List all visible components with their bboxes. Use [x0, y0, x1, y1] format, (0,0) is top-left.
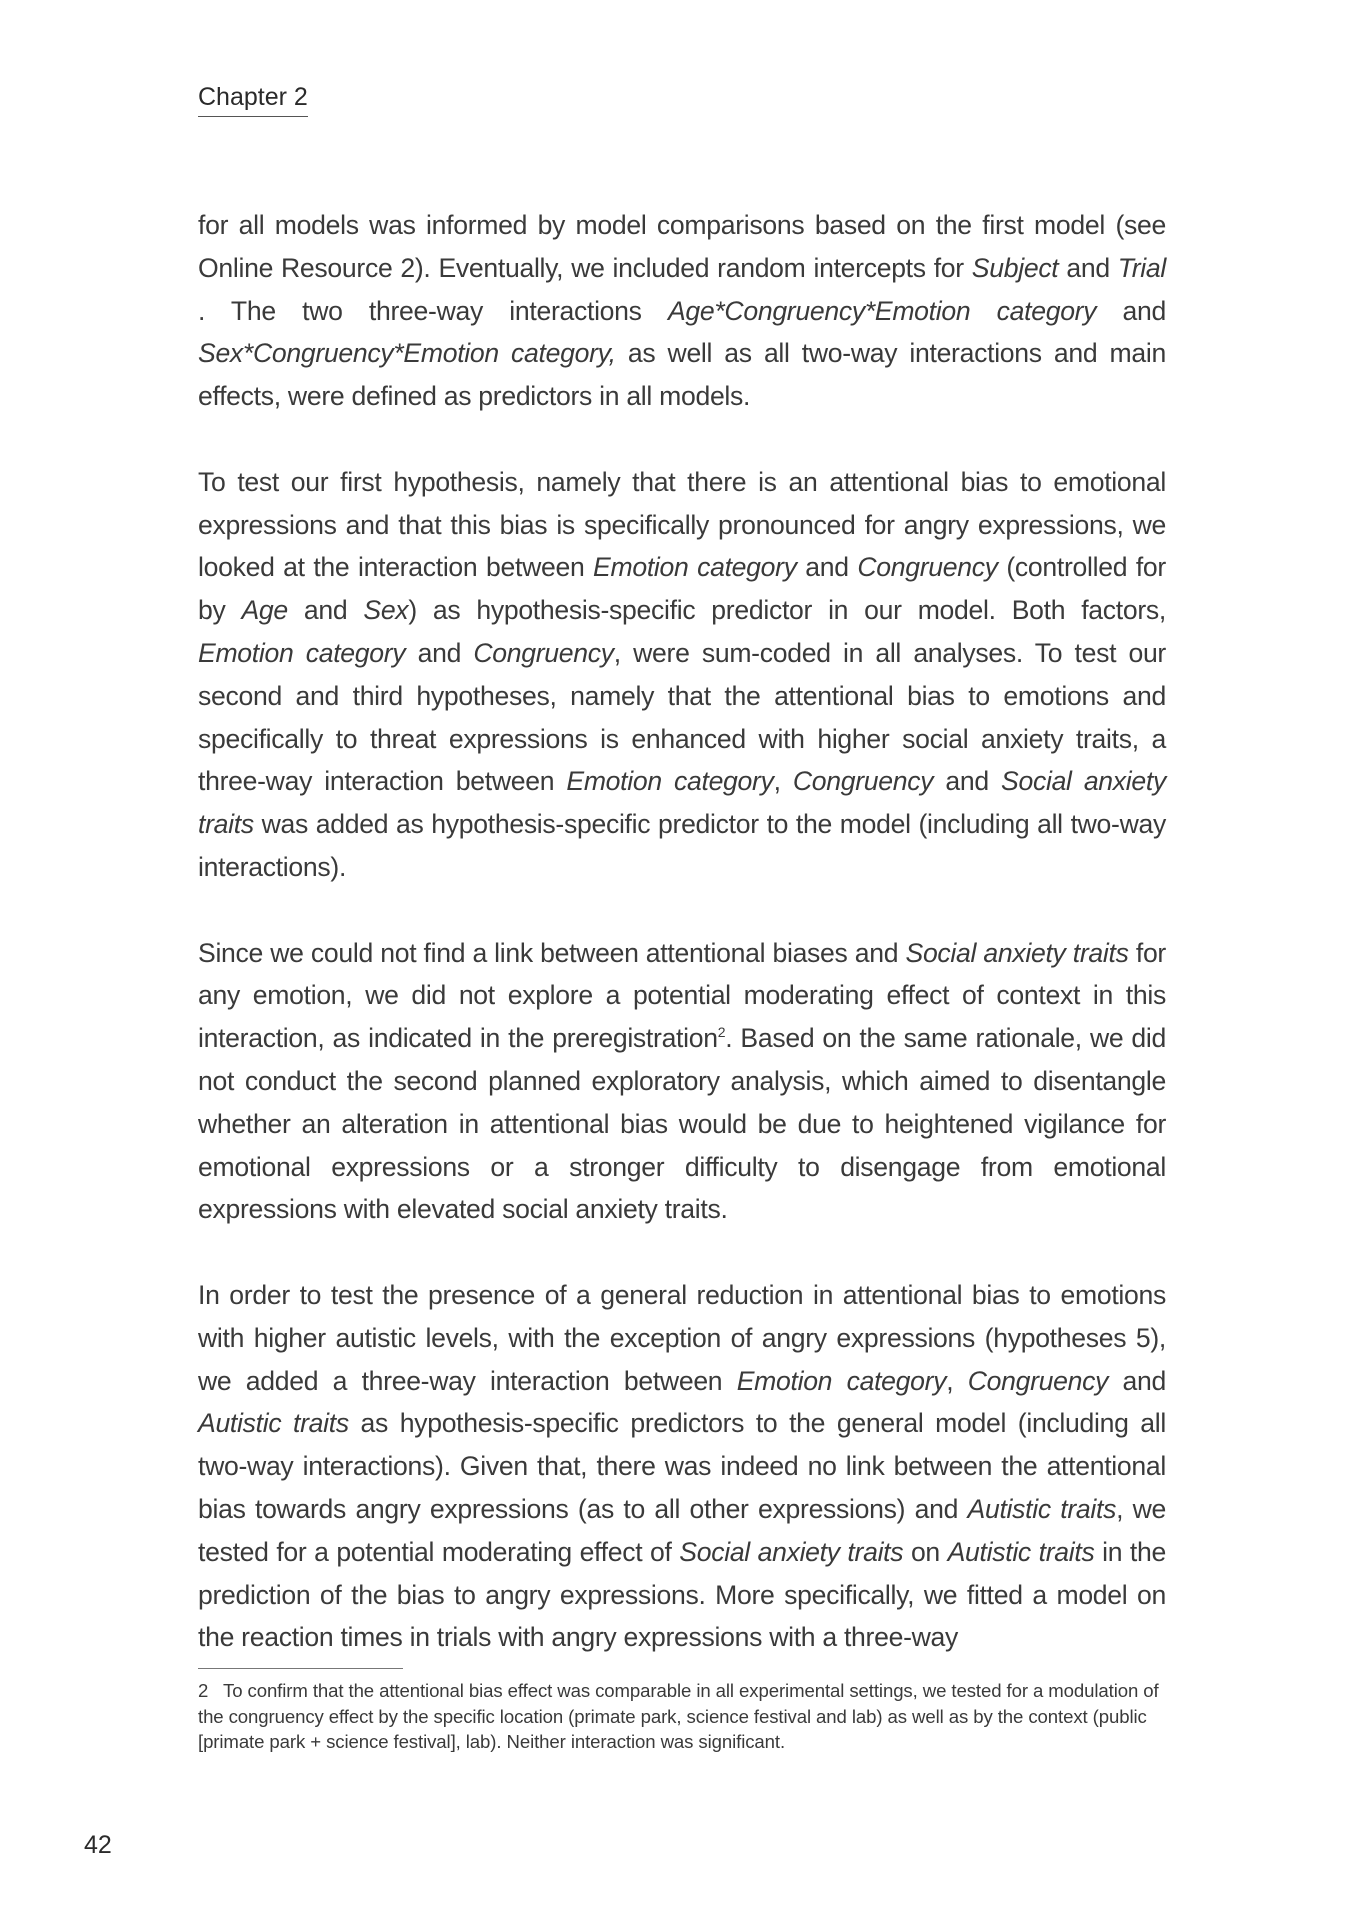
text-span: To test our first hypothesis, namely that there is an attentional bias to emotional expressions and that this bias is specifically pronounced for angry expressions, we looked at the interaction between [198, 466, 1166, 583]
text-span: as well as all two-way interactions and main effects, were defined as predictors in all models. [198, 338, 1166, 412]
text-span: Since we could not find a link between attentional biases and [198, 937, 906, 968]
text-span: and [796, 552, 858, 583]
body-text [198, 204, 1166, 1659]
italic-term: Trial [1117, 252, 1166, 283]
text-span: . The two three-way interactions [198, 295, 668, 326]
paragraph-1 [198, 204, 1166, 418]
text-span: and [1058, 252, 1118, 283]
text-span: for all models was informed by model comparisons based on the first model (see Online Resource 2). Eventually, we included random intercepts for [198, 210, 1166, 283]
footnote-number: 2 [198, 1680, 209, 1701]
text-span: as hypothesis-specific predictors to the general model (including all two-way interactions). Given that, there was indeed no link between the attentional bias towards angry expressions (as to all other expressions) and [198, 1408, 1167, 1524]
paragraph-3 [198, 932, 1166, 1232]
italic-term: Sex*Congruency*Emotion category, [198, 338, 616, 369]
text-span: and [405, 637, 474, 668]
italic-term: Subject [971, 252, 1059, 283]
footnote-text: To confirm that the attentional bias effect was comparable in all experimental settings, we tested for a modulation of the congruency effect by the specific location (primate park, science festival and lab) as well as by the context (public [primate park + science festival], lab). Neither interaction was significant. [198, 1680, 1159, 1752]
text-span: for any emotion, we did not explore a potential moderating effect of context in this interaction, as indicated in the preregistration [198, 937, 1166, 1054]
text-span: , [946, 1365, 968, 1396]
text-span: , were sum-coded in all analyses. To test our second and third hypotheses, namely that the attentional bias to emotions and specifically to threat expressions is enhanced with higher social anxiety traits, a three-way interaction between [198, 637, 1166, 797]
text-span: and [933, 766, 1002, 797]
italic-term: Autistic traits [967, 1493, 1117, 1524]
italic-term: Social anxiety traits [198, 766, 1166, 840]
text-span: , we tested for a potential moderating effect of [198, 1493, 1166, 1567]
page-number: 42 [84, 1831, 112, 1859]
italic-term: Emotion category [593, 552, 797, 583]
text-span: , [773, 766, 793, 797]
footnote-reference[interactable]: 2 [717, 1024, 726, 1041]
text-span: and [1108, 1365, 1166, 1396]
footnote [198, 1678, 1166, 1755]
italic-term: Autistic traits [947, 1536, 1095, 1567]
text-span: (controlled for by [198, 552, 1166, 626]
italic-term: Congruency [857, 552, 998, 583]
italic-term: Social anxiety traits [679, 1536, 904, 1567]
text-span: on [903, 1536, 948, 1567]
italic-term: Sex [363, 595, 409, 626]
paragraph-2 [198, 461, 1166, 889]
text-span: ) as hypothesis-specific predictor in our model. Both factors, [408, 595, 1166, 626]
text-span: . Based on the same rationale, we did not conduct the second planned exploratory analysis, which aimed to disentangle whether an alteration in attentional bias would be due to heightened vigilance for emotional expressions or a stronger difficulty to disengage from emotional expressions with elevated social anxiety traits. [198, 1023, 1167, 1225]
italic-term: Emotion category [736, 1365, 947, 1396]
text-span: and [287, 595, 364, 626]
italic-term: Age [241, 595, 288, 626]
text-span: and [1096, 295, 1167, 326]
italic-term: Emotion category [566, 766, 774, 797]
italic-term: Autistic traits [198, 1408, 349, 1439]
italic-term: Emotion category [198, 637, 406, 668]
text-span: was added as hypothesis-specific predictor to the model (including all two-way interactions). [198, 809, 1166, 882]
italic-term: Congruency [473, 637, 614, 668]
running-head: Chapter 2 [198, 82, 308, 117]
italic-term: Age*Congruency*Emotion category [667, 295, 1097, 326]
italic-term: Congruency [967, 1365, 1109, 1396]
footnote-divider [198, 1668, 403, 1669]
italic-term: Social anxiety traits [905, 937, 1129, 968]
text-span: in the prediction of the bias to angry expressions. More specifically, we fitted a model on the reaction times in trials with angry expressions with a three-way [198, 1536, 1166, 1653]
italic-term: Congruency [792, 766, 934, 797]
paragraph-4 [198, 1274, 1166, 1659]
text-span: In order to test the presence of a general reduction in attentional bias to emotions with higher autistic levels, with the exception of angry expressions (hypotheses 5), we added a three-way interaction between [198, 1279, 1166, 1396]
